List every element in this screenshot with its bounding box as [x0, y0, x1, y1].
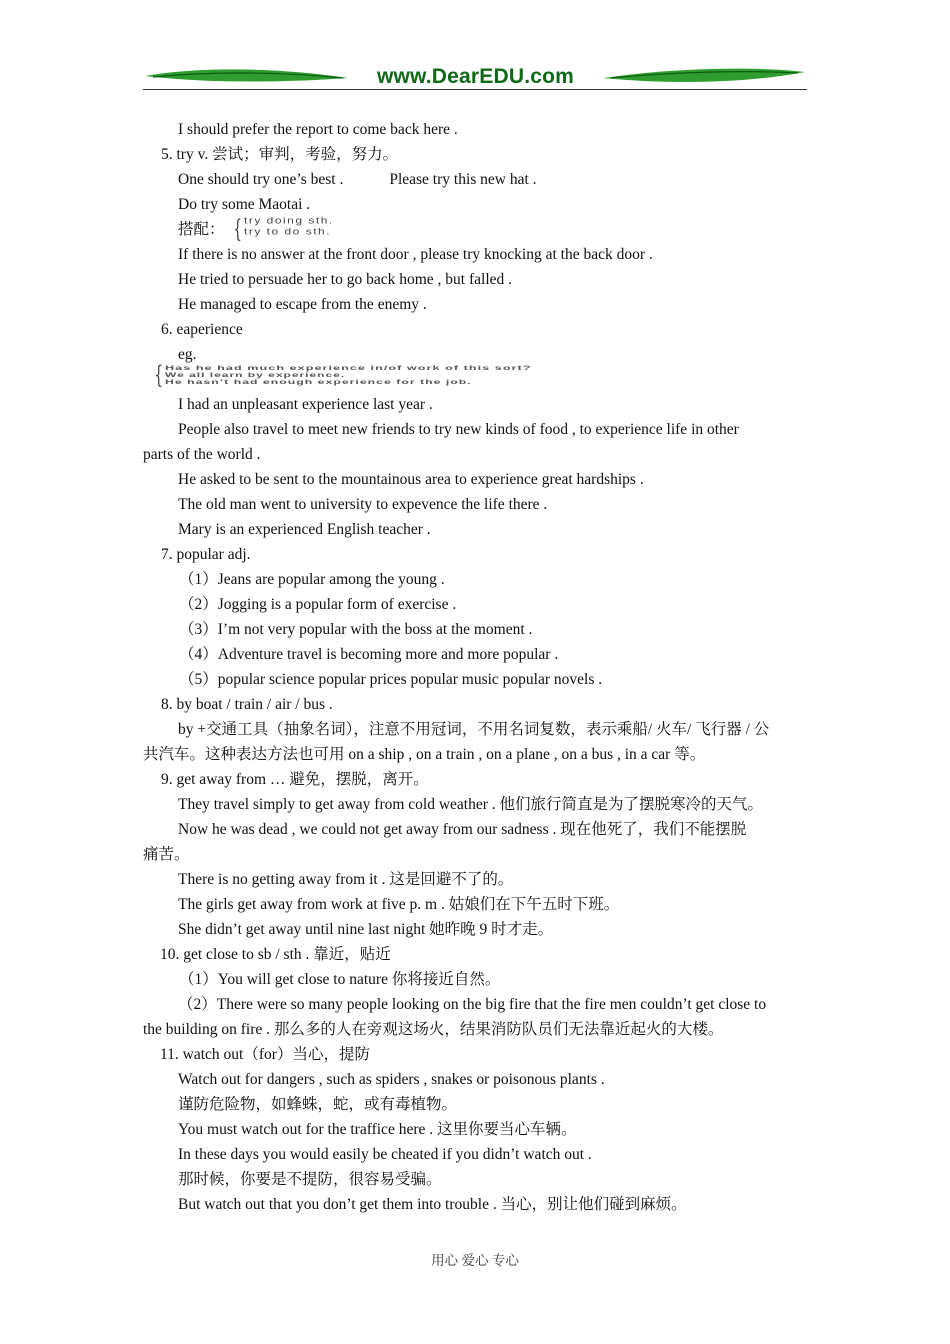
text-line: People also travel to meet new friends to try new kinds of food , to experience life in other: [178, 421, 739, 438]
text-line: parts of the world .: [143, 446, 261, 463]
example-sentence: Has he had much experience in/of work of this sort?: [165, 364, 532, 372]
site-logo-text[interactable]: www.DearEDU.com: [376, 65, 575, 88]
text-line: He tried to persuade her to go back home , but falled .: [178, 271, 512, 288]
text-line: 痛苦。: [143, 846, 190, 863]
list-item: （2）Jogging is a popular form of exercise .: [179, 596, 457, 613]
brace-icon: {: [233, 215, 242, 243]
text-line: by +交通工具（抽象名词），注意不用冠词，不用名词复数，表示乘船/ 火车/ 飞行器 / 公: [178, 721, 770, 738]
list-item: （1）Jeans are popular among the young .: [179, 571, 445, 588]
text-line: He managed to escape from the enemy .: [178, 296, 427, 313]
list-item: （2）There were so many people looking on the big fire that the fire men couldn’t get close to: [178, 996, 767, 1013]
text-line: In these days you would easily be cheated if you didn’t watch out .: [178, 1146, 592, 1163]
example-sentence: He hasn’t had enough experience for the job.: [165, 378, 472, 386]
brace-icon: {: [154, 361, 163, 389]
text-line: The girls get away from work at five p. m . 姑娘们在下午五时下班。: [178, 896, 620, 913]
item-heading-get-close: 10. get close to sb / sth . 靠近，贴近: [160, 946, 391, 963]
item-heading-watch-out: 11. watch out（for）当心，提防: [160, 1046, 370, 1063]
text-line: Now he was dead , we could not get away from our sadness . 现在他死了，我们不能摆脱: [178, 821, 747, 838]
item-heading-popular: 7. popular adj.: [161, 546, 251, 563]
text-line: Mary is an experienced English teacher .: [178, 521, 431, 538]
text-line: Watch out for dangers , such as spiders , snakes or poisonous plants .: [178, 1071, 605, 1088]
example-sentence: One should try one’s best .: [178, 171, 344, 188]
list-item: （5）popular science popular prices popular music popular novels .: [179, 671, 603, 688]
text-line: [178, 170, 537, 190]
item-heading-try: 5. try v. 尝试；审判，考验，努力。: [161, 146, 399, 163]
text-line: If there is no answer at the front door , please try knocking at the back door .: [178, 246, 653, 263]
item-heading-by-transport: 8. by boat / train / air / bus .: [161, 696, 333, 713]
text-line: You must watch out for the traffice here . 这里你要当心车辆。: [178, 1121, 577, 1138]
list-item: （3）I’m not very popular with the boss at the moment .: [179, 621, 533, 638]
text-line: 那时候，你要是不提防，很容易受骗。: [178, 1171, 442, 1188]
text-line: She didn’t get away until nine last night 她昨晚 9 时才走。: [178, 921, 554, 938]
collocation-label: 搭配：: [178, 221, 225, 238]
item-heading-experience: 6. eaperience: [161, 321, 243, 338]
text-line: He asked to be sent to the mountainous area to experience great hardships .: [178, 471, 644, 488]
collocation-option: try to do sth.: [244, 226, 332, 237]
example-sentence: Please try this new hat .: [389, 171, 537, 188]
text-line: But watch out that you don’t get them into trouble . 当心，别让他们碰到麻烦。: [178, 1196, 687, 1213]
text-line: 共汽车。这种表达方法也可用 on a ship , on a train , on a plane , on a bus , in a car 等。: [143, 746, 706, 763]
list-item: （4）Adventure travel is becoming more and more popular .: [179, 646, 559, 663]
text-line: 谨防危险物，如蜂蛛，蛇，或有毒植物。: [178, 1096, 458, 1113]
text-line: I had an unpleasant experience last year .: [178, 396, 433, 413]
example-sentence: We all learn by experience.: [165, 371, 346, 379]
collocation-block: [178, 216, 478, 242]
experience-examples-block: [143, 361, 807, 389]
text-line: Do try some Maotai .: [178, 196, 311, 213]
page-footer: 用心 爱心 专心: [431, 1253, 519, 1268]
text-line: The old man went to university to expevence the life there .: [178, 496, 548, 513]
text-line: eg.: [178, 346, 197, 363]
text-line: I should prefer the report to come back here .: [178, 121, 458, 138]
text-line: They travel simply to get away from cold weather . 他们旅行简直是为了摆脱寒冷的天气。: [178, 796, 764, 813]
collocation-option: try doing sth.: [244, 215, 334, 226]
header-divider: [143, 89, 807, 90]
header-banner: [143, 62, 807, 92]
text-line: There is no getting away from it . 这是回避不了的。: [178, 871, 514, 888]
text-line: the building on fire . 那么多的人在旁观这场火，结果消防队员们无法靠近起火的大楼。: [143, 1021, 724, 1038]
list-item: （1）You will get close to nature 你将接近自然。: [179, 971, 501, 988]
item-heading-get-away: 9. get away from … 避免，摆脱，离开。: [161, 771, 429, 788]
